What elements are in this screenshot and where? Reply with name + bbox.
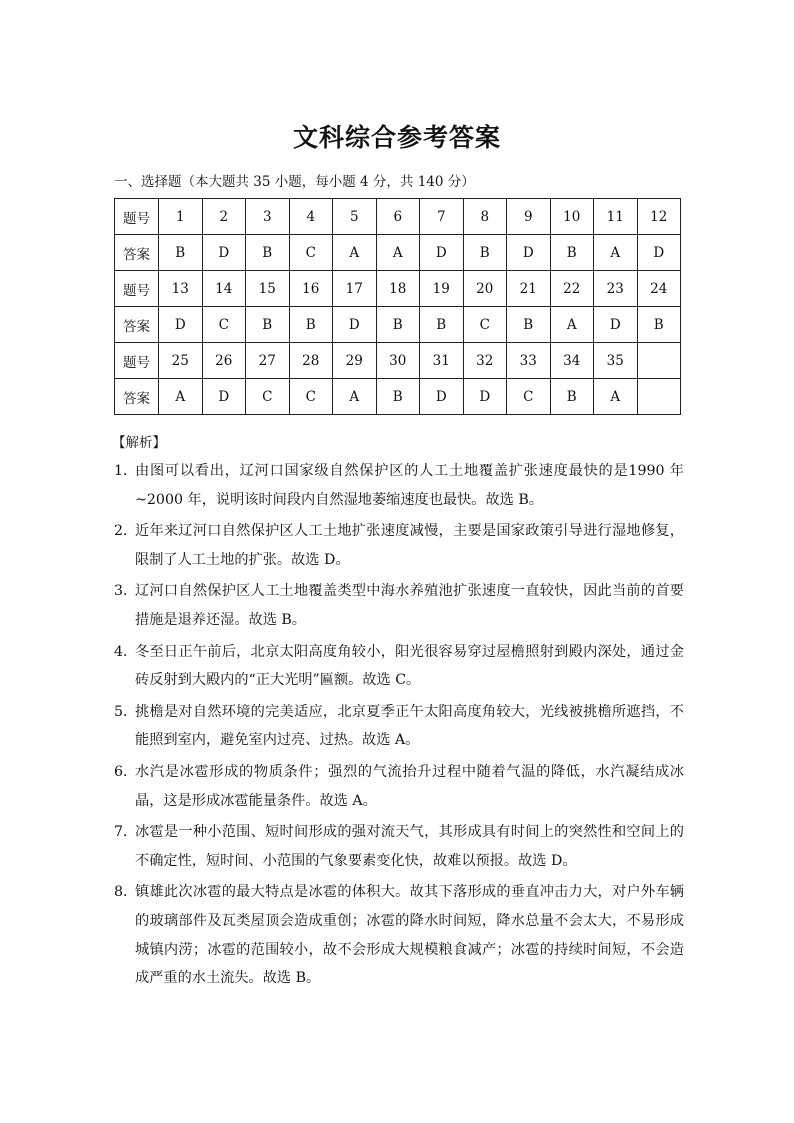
table-cell: B xyxy=(376,379,420,415)
table-cell: 32 xyxy=(463,343,507,379)
row-label: 题号 xyxy=(115,271,159,307)
table-cell: D xyxy=(637,235,681,271)
table-cell: D xyxy=(333,307,377,343)
item-number: 3． xyxy=(114,583,138,600)
item-text: 镇雄此次冰雹的最大特点是冰雹的体积大。故其下落形成的垂直冲击力大，对户外车辆的玻璃部件及瓦类屋顶会造成重创；冰雹的降水时间短，降水总量不会太大，不易形成城镇内涝；冰雹的范围较小，故不会形成大规模粮食减产；冰雹的持续时间短，不会造成严重的水土流失。故选 B。 xyxy=(135,884,684,987)
table-cell: B xyxy=(246,307,290,343)
list-item xyxy=(114,758,684,815)
table-cell: 18 xyxy=(376,271,420,307)
item-number: 1． xyxy=(114,463,138,479)
row-label: 题号 xyxy=(115,199,159,235)
table-cell: 19 xyxy=(420,271,464,307)
table-cell: 8 xyxy=(463,199,507,235)
table-cell: A xyxy=(376,235,420,271)
table-cell: A xyxy=(594,379,638,415)
table-cell: 29 xyxy=(333,343,377,379)
row-label: 答案 xyxy=(115,307,159,343)
row-label: 题号 xyxy=(115,343,159,379)
table-cell: B xyxy=(159,235,203,271)
table-cell: 21 xyxy=(507,271,551,307)
table-cell: 33 xyxy=(507,343,551,379)
table-cell: 17 xyxy=(333,271,377,307)
table-cell: 30 xyxy=(376,343,420,379)
table-cell: A xyxy=(333,379,377,415)
section-heading: 一、选择题（本大题共 35 小题，每小题 4 分，共 140 分） xyxy=(114,174,475,190)
table-cell: B xyxy=(420,307,464,343)
table-cell: B xyxy=(246,235,290,271)
table-cell xyxy=(637,379,681,415)
table-cell: B xyxy=(507,307,551,343)
table-row xyxy=(115,307,681,343)
table-row xyxy=(115,379,681,415)
item-text: 辽河口自然保护区人工土地覆盖类型中海水养殖池扩张速度一直较快，因此当前的首要措施是退养还湿。故选 B。 xyxy=(135,583,684,628)
table-cell: 25 xyxy=(159,343,203,379)
item-text: 近年来辽河口自然保护区人工土地扩张速度减慢，主要是国家政策引导进行湿地修复，限制了人工土地的扩张。故选 D。 xyxy=(135,523,684,568)
row-label: 答案 xyxy=(115,235,159,271)
item-number: 6． xyxy=(114,763,138,780)
table-cell: 7 xyxy=(420,199,464,235)
table-cell: 9 xyxy=(507,199,551,235)
list-item xyxy=(114,818,684,875)
table-cell: 24 xyxy=(637,271,681,307)
item-text: 冬至日正午前后，北京太阳高度角较小，阳光很容易穿过屋檐照射到殿内深处，通过金砖反射到大殿内的“正大光明”匾额。故选 C。 xyxy=(135,643,684,689)
table-cell: 3 xyxy=(246,199,290,235)
item-number: 2． xyxy=(114,523,138,540)
list-item xyxy=(114,698,684,755)
table-cell: 5 xyxy=(333,199,377,235)
table-cell: 6 xyxy=(376,199,420,235)
row-label: 答案 xyxy=(115,379,159,415)
table-cell: B xyxy=(376,307,420,343)
item-text: 挑檐是对自然环境的完美适应，北京夏季正午太阳高度角较大，光线被挑檐所遮挡，不能照到室内，避免室内过亮、过热。故选 A。 xyxy=(135,703,684,749)
table-cell: 13 xyxy=(159,271,203,307)
table-cell: B xyxy=(463,235,507,271)
table-cell: 26 xyxy=(202,343,246,379)
table-cell: D xyxy=(463,379,507,415)
table-cell: D xyxy=(507,235,551,271)
table-cell: 15 xyxy=(246,271,290,307)
page-title: 文科综合参考答案 xyxy=(292,123,501,152)
table-cell: B xyxy=(550,379,594,415)
table-row xyxy=(115,199,681,235)
table-cell: 27 xyxy=(246,343,290,379)
table-cell: 28 xyxy=(289,343,333,379)
analysis-heading: 【解析】 xyxy=(112,435,166,451)
item-number: 4． xyxy=(114,643,138,660)
table-cell: B xyxy=(637,307,681,343)
item-number: 5． xyxy=(114,703,138,720)
table-cell: C xyxy=(463,307,507,343)
answer-table xyxy=(114,198,681,415)
table-cell: 10 xyxy=(550,199,594,235)
table-cell: A xyxy=(333,235,377,271)
table-cell: B xyxy=(550,235,594,271)
item-text: 由图可以看出，辽河口国家级自然保护区的人工土地覆盖扩张速度最快的是1990 年~2000 年，说明该时间段内自然湿地萎缩速度也最快。故选 B。 xyxy=(135,463,684,508)
item-number: 7． xyxy=(114,824,138,841)
list-item xyxy=(114,517,684,574)
list-item xyxy=(114,638,684,695)
table-cell: A xyxy=(159,379,203,415)
table-cell: 16 xyxy=(289,271,333,307)
item-text: 水汽是冰雹形成的物质条件；强烈的气流抬升过程中随着气温的降低，水汽凝结成冰晶，这是形成冰雹能量条件。故选 A。 xyxy=(135,763,684,809)
table-cell: D xyxy=(420,379,464,415)
table-cell: C xyxy=(289,235,333,271)
table-cell: 12 xyxy=(637,199,681,235)
table-cell: C xyxy=(246,379,290,415)
table-cell: 23 xyxy=(594,271,638,307)
item-text: 冰雹是一种小范围、短时间形成的强对流天气，其形成具有时间上的突然性和空间上的不确定性，短时间、小范围的气象要素变化快，故难以预报。故选 D。 xyxy=(135,824,684,869)
list-item xyxy=(114,878,684,992)
table-cell: C xyxy=(289,379,333,415)
table-cell: 2 xyxy=(202,199,246,235)
table-cell xyxy=(637,343,681,379)
table-row xyxy=(115,271,681,307)
table-cell: D xyxy=(202,379,246,415)
table-cell: D xyxy=(202,235,246,271)
item-number: 8． xyxy=(114,884,138,901)
table-cell: A xyxy=(594,235,638,271)
list-item xyxy=(114,577,684,634)
table-cell: 4 xyxy=(289,199,333,235)
table-row xyxy=(115,235,681,271)
table-cell: 35 xyxy=(594,343,638,379)
table-cell: C xyxy=(507,379,551,415)
table-row xyxy=(115,343,681,379)
table-cell: A xyxy=(550,307,594,343)
table-cell: 31 xyxy=(420,343,464,379)
table-cell: C xyxy=(202,307,246,343)
analysis-list xyxy=(114,457,684,996)
table-cell: 1 xyxy=(159,199,203,235)
table-cell: 20 xyxy=(463,271,507,307)
list-item xyxy=(114,457,684,514)
table-cell: D xyxy=(159,307,203,343)
table-cell: B xyxy=(289,307,333,343)
table-cell: D xyxy=(420,235,464,271)
table-cell: 34 xyxy=(550,343,594,379)
table-cell: 14 xyxy=(202,271,246,307)
table-cell: D xyxy=(594,307,638,343)
table-cell: 11 xyxy=(594,199,638,235)
table-cell: 22 xyxy=(550,271,594,307)
